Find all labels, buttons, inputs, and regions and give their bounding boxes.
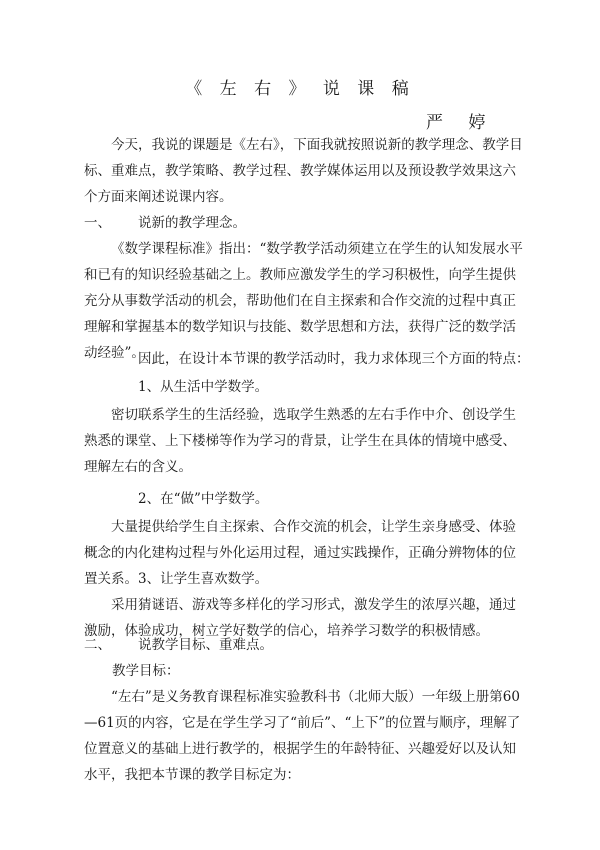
point-3-body: 采用猜谜语、游戏等多样化的学习形式，激发学生的浓厚兴趣，通过激励，体验成功，树立学好数学的信心，培养学习数学的积极情感。 [84, 597, 516, 639]
teaching-goals-paragraph: “左右”是义务教育课程标准实验教科书（北师大版）一年级上册第60—61页的内容，它是在学生学习了“前后”、“上下”的位置与顺序，理解了位置意义的基础上进行教学的，根据学生的年龄特征、兴趣爱好以及认知水平，我把本节课的教学目标定为： [84, 689, 521, 783]
point-2-body: 大量提供给学生自主探索、合作交流的机会，让学生亲身感受、体验概念的内化建构过程与外化运用过程，通过实践操作，正确分辨物体的位置关系。 [84, 519, 516, 587]
point-2-heading: 2、在“做”中学数学。 [138, 491, 269, 507]
point-1-body: 密切联系学生的生活经验，选取学生熟悉的左右手作中介、创设学生熟悉的课堂、上下楼梯等作为学习的背景，让学生在具体的情境中感受、理解左右的含义。 [84, 407, 516, 475]
document-title: 《 左 右 》 说 课 稿 [185, 79, 415, 99]
teaching-goals-subheading: 教学目标： [112, 663, 180, 679]
section-1-title: 说新的教学理念。 [138, 215, 246, 231]
point-3-heading: 3、让学生喜欢数学。 [138, 571, 269, 587]
section-1-number: 一、 [84, 215, 111, 231]
intro-paragraph: 今天，我说的课题是《左右》，下面我就按照说新的教学理念、教学目标、重难点，教学策略、教学过程、教学媒体运用以及预设教学效果这六个方面来阐述说课内容。 [84, 137, 523, 205]
section-2-number: 二、 [84, 637, 111, 653]
therefore-paragraph: 因此，在设计本节课的教学活动时，我力求体现三个方面的特点： [138, 351, 530, 367]
curriculum-quote-paragraph: 《数学课程标准》指出：“数学教学活动须建立在学生的认知发展水平和已有的知识经验基础之上。教师应激发学生的学习积极性，向学生提供充分从事数学活动的机会，帮助他们在自主探索和合作交流的过程中真正理解和掌握基本的数学知识与技能、数学思想和方法，获得广泛的数学活动经验”。 [84, 241, 523, 361]
point-1-heading: 1、从生活中学数学。 [138, 379, 269, 395]
section-2-title: 说教学目标、重难点。 [138, 637, 273, 653]
author-name: 严 婷 [426, 113, 496, 133]
